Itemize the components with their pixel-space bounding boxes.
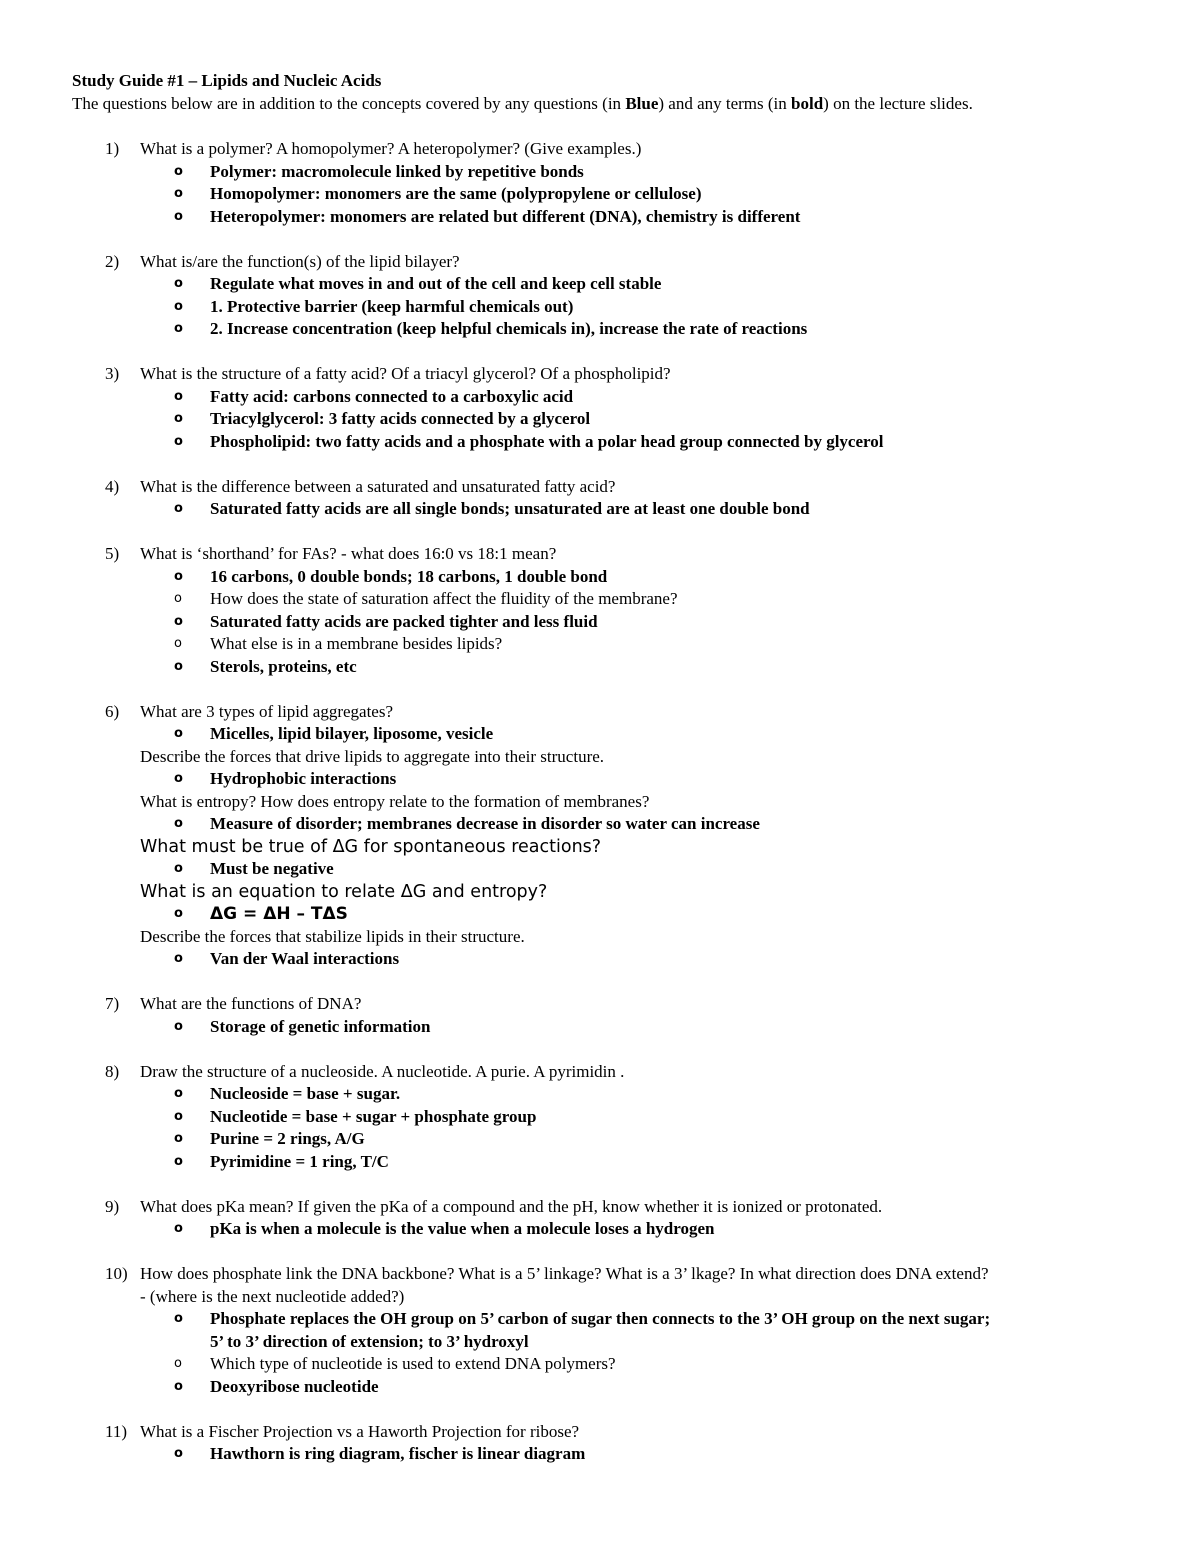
question-text: What is a polymer? A homopolymer? A heteropolymer? (Give examples.) [140, 139, 642, 158]
question-1 [72, 138, 1132, 161]
bullet-icon: o [174, 163, 183, 179]
question-number: 4) [105, 476, 120, 496]
bullet-icon: o [174, 816, 183, 831]
bullet-icon: o [174, 591, 182, 606]
bullet-icon: o [174, 1446, 183, 1461]
bullet-icon: o [174, 658, 183, 674]
question-number: 10) [105, 1264, 128, 1283]
bullet-icon: o [174, 1108, 183, 1124]
sub-question: What must be true of ΔG for spontaneous reactions? [140, 836, 602, 857]
question-4 [72, 476, 1132, 499]
answer-item: o pKa is when a molecule is the value when a molecule loses a hydrogen [140, 1218, 1132, 1241]
sub-question: What is entropy? How does entropy relate to the formation of membranes? [140, 791, 650, 811]
sub-question: o How does the state of saturation affect the fluidity of the membrane? [140, 588, 1132, 611]
question-text: What is ‘shorthand’ for FAs? - what does 16:0 vs 18:1 mean? [140, 544, 557, 563]
question-number: 11) [105, 1421, 128, 1441]
answer-item: o Saturated fatty acids are all single bonds; unsaturated are at least one double bond [140, 498, 1132, 521]
answer-item: o Saturated fatty acids are packed tighter and less fluid [140, 611, 1132, 634]
answer-item: o Storage of genetic information [140, 1016, 1132, 1039]
question-5 [72, 543, 1132, 566]
question-6 [72, 701, 1132, 724]
question-text: What does pKa mean? If given the pKa of a compound and the pH, know whether it is ionized or protonated. [140, 1196, 883, 1216]
answer-item: o Nucleoside = base + sugar. [140, 1083, 1132, 1106]
study-guide-page [72, 70, 1132, 1466]
answer-item: o Heteropolymer: monomers are related but different (DNA), chemistry is different [140, 206, 1132, 229]
question-3 [72, 363, 1132, 386]
sub-question: o What else is in a membrane besides lipids? [140, 633, 1132, 656]
intro-paragraph [72, 93, 1132, 116]
answer-item: o Fatty acid: carbons connected to a carboxylic acid [140, 386, 1132, 409]
question-text: What is the structure of a fatty acid? Of a triacyl glycerol? Of a phospholipid? [140, 364, 671, 383]
bullet-icon: o [174, 276, 183, 291]
sub-question: Describe the forces that drive lipids to aggregate into their structure. [140, 746, 605, 766]
question-text: What is the difference between a saturated and unsaturated fatty acid? [140, 476, 616, 496]
question-text: What is/are the function(s) of the lipid bilayer? [140, 251, 460, 271]
bullet-icon: o [174, 1221, 183, 1236]
bullet-icon: o [174, 568, 183, 584]
intro-bold-term: bold [791, 93, 824, 113]
bullet-icon: o [174, 1153, 183, 1169]
question-text: Draw the structure of a nucleoside. A nucleotide. A purie. A pyrimidin . [140, 1061, 625, 1081]
answer-item: o Homopolymer: monomers are the same (polypropylene or cellulose) [140, 183, 1132, 206]
question-8 [72, 1061, 1132, 1084]
page-title: Study Guide #1 – Lipids and Nucleic Acids [72, 71, 382, 90]
answer-item: o 2. Increase concentration (keep helpful chemicals in), increase the rate of reactions [140, 318, 1132, 341]
answer-item: o 16 carbons, 0 double bonds; 18 carbons, 1 double bond [140, 566, 1132, 589]
bullet-icon: o [174, 1356, 182, 1371]
sub-question: Describe the forces that stabilize lipids in their structure. [140, 926, 525, 946]
question-text: What are 3 types of lipid aggregates? [140, 701, 394, 721]
answer-item: o Must be negative [140, 858, 1132, 881]
answer-item: o Measure of disorder; membranes decrease in disorder so water can increase [140, 813, 1132, 836]
bullet-icon: o [174, 1086, 183, 1101]
bullet-icon: o [174, 411, 183, 426]
bullet-icon: o [174, 906, 183, 921]
answer-item: o Hawthorn is ring diagram, fischer is linear diagram [140, 1443, 1132, 1466]
question-number: 2) [105, 251, 120, 271]
bullet-icon: o [174, 433, 183, 449]
question-text: How does phosphate link the DNA backbone? What is a 5’ linkage? What is a 3’ lkage? In what direction does DNA extend? [140, 1264, 989, 1283]
bullet-icon: o [174, 208, 183, 224]
answer-item: o Phosphate replaces the OH group on 5’ carbon of sugar then connects to the 3’ OH group on the next sugar; 5’ to 3’ direction of extension; to 3’ hydroxyl [174, 1309, 991, 1351]
question-text: What is a Fischer Projection vs a Haworth Projection for ribose? [140, 1421, 580, 1441]
bullet-icon: o [174, 771, 183, 786]
bullet-icon: o [174, 1378, 183, 1394]
answer-item: o Polymer: macromolecule linked by repetitive bonds [140, 161, 1132, 184]
answer-item: o Pyrimidine = 1 ring, T/C [140, 1151, 1132, 1174]
answer-item: o Regulate what moves in and out of the cell and keep cell stable [140, 273, 1132, 296]
question-number: 6) [105, 701, 120, 721]
sub-question: o Which type of nucleotide is used to extend DNA polymers? [140, 1353, 1132, 1376]
bullet-icon: o [174, 298, 183, 314]
answer-item: o Van der Waal interactions [140, 948, 1132, 971]
question-number: 5) [105, 544, 120, 563]
bullet-icon: o [174, 861, 183, 876]
question-2 [72, 251, 1132, 274]
question-number: 9) [105, 1196, 120, 1216]
bullet-icon: o [174, 501, 183, 516]
answer-item: o Purine = 2 rings, A/G [140, 1128, 1132, 1151]
intro-text-1: The questions below are in addition to the concepts covered by any questions (in [72, 93, 626, 113]
intro-text-2: ) and any terms (in [658, 93, 792, 113]
bullet-icon: o [174, 321, 183, 336]
bullet-icon: o [174, 1131, 183, 1146]
question-number: 1) [105, 139, 120, 158]
intro-blue-term: Blue [625, 93, 659, 113]
question-9 [72, 1196, 1132, 1219]
answer-item: o Triacylglycerol: 3 fatty acids connected by a glycerol [140, 408, 1132, 431]
bullet-icon: o [174, 636, 182, 651]
bullet-icon: o [174, 1018, 183, 1034]
intro-text-3: ) on the lecture slides. [823, 93, 973, 113]
question-10 [72, 1263, 1132, 1286]
question-number: 3) [105, 364, 120, 383]
question-7 [72, 993, 1132, 1016]
answer-item: o Phospholipid: two fatty acids and a phosphate with a polar head group connected by glycerol [140, 431, 1132, 454]
answer-item: o Hydrophobic interactions [140, 768, 1132, 791]
answer-item: o Nucleotide = base + sugar + phosphate group [140, 1106, 1132, 1129]
answer-item: o Micelles, lipid bilayer, liposome, vesicle [140, 723, 1132, 746]
bullet-icon: o [174, 388, 183, 404]
bullet-icon: o [174, 1311, 183, 1326]
answer-item: o ΔG = ΔH – TΔS [174, 904, 348, 924]
question-number: 7) [105, 994, 120, 1013]
bullet-icon: o [174, 726, 183, 741]
question-text-continued: - (where is the next nucleotide added?) [140, 1286, 405, 1306]
bullet-icon: o [174, 613, 183, 629]
sub-question: What is an equation to relate ΔG and entropy? [140, 881, 548, 902]
question-number: 8) [105, 1061, 120, 1081]
answer-item: o 1. Protective barrier (keep harmful chemicals out) [140, 296, 1132, 319]
question-text: What are the functions of DNA? [140, 994, 362, 1013]
answer-item: o Deoxyribose nucleotide [140, 1376, 1132, 1399]
question-11 [72, 1421, 1132, 1444]
answer-item: o Sterols, proteins, etc [140, 656, 1132, 679]
bullet-icon: o [174, 951, 183, 966]
bullet-icon: o [174, 186, 183, 201]
